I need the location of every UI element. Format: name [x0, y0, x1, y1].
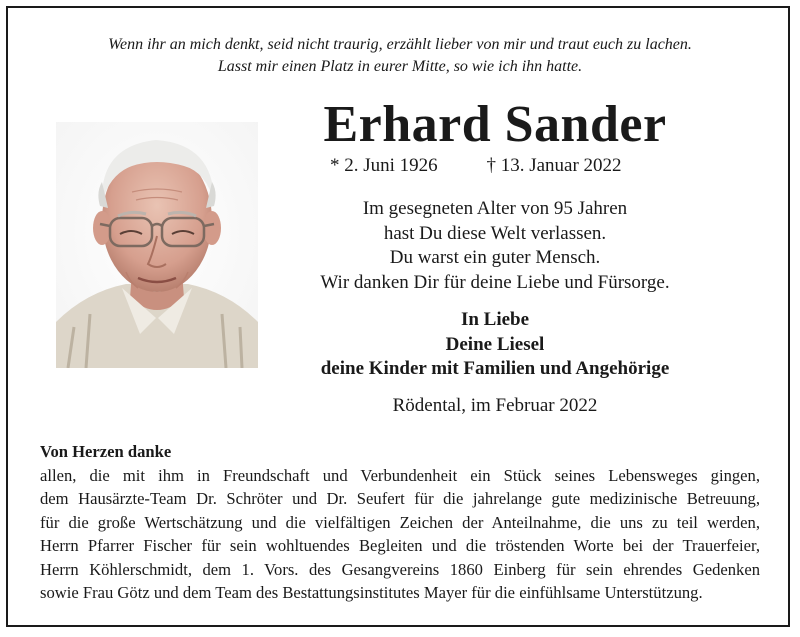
mourners-line: deine Kinder mit Familien und Angehörige: [320, 358, 670, 379]
death-date: † 13. Januar 2022: [486, 155, 622, 176]
verse-line: Wir danken Dir für deine Liebe und Fürsorge.: [320, 271, 670, 293]
mourners-line: In Liebe: [460, 309, 530, 330]
memorial-verse: [280, 197, 710, 295]
thanks-line: dem Hausärzte-Team Dr. Schröter und Dr. Seufert für die jahrelange gute medizinische Betreuung,: [40, 489, 760, 508]
thanks-line: für die große Wertschätzung und die vielfältigen Zeichen der Anteilnahme, die uns zu teil werden,: [40, 512, 760, 532]
thanks-body: [40, 464, 760, 605]
deceased-name: Erhard Sander: [323, 96, 667, 153]
portrait-photo: [56, 122, 258, 368]
thanks-line: sowie Frau Götz und dem Team des Bestattungsinstitutes Mayer für die einfühlsame Unterstützung.: [40, 583, 703, 602]
place-and-date: Rödental, im Februar 2022: [392, 395, 598, 416]
motto-line-2: Lasst mir einen Platz in eurer Mitte, so wie ich ihn hatte.: [217, 58, 583, 75]
verse-line: Du warst ein guter Mensch.: [389, 247, 601, 268]
verse-line: Im gesegneten Alter von 95 Jahren: [362, 198, 628, 219]
birth-date: * 2. Juni 1926: [330, 155, 438, 176]
thanks-line: Herrn Köhlerschmidt, dem 1. Vors. des Gesangvereins 1860 Einberg für sein ehrendes Gedenken: [40, 559, 760, 579]
mourners-line: Deine Liesel: [445, 333, 545, 355]
motto-line-1: Wenn ihr an mich denkt, seid nicht traurig, erzählt lieber von mir und traut euch zu lachen.: [108, 36, 692, 53]
mourners: [280, 308, 710, 382]
motto: [0, 34, 800, 78]
portrait-image: [56, 122, 258, 368]
thanks-title: Von Herzen danke: [40, 442, 172, 461]
verse-line: hast Du diese Welt verlassen.: [383, 222, 607, 244]
thanks-section: [40, 440, 760, 605]
thanks-line: Herrn Pfarrer Fischer für sein wohltuendes Begleiten und die tröstenden Worte bei der Trauerfeier,: [40, 536, 760, 555]
life-dates: [330, 154, 622, 178]
thanks-line: allen, die mit ihm in Freundschaft und Verbundenheit ein Stück seines Lebensweges gingen,: [40, 465, 760, 485]
